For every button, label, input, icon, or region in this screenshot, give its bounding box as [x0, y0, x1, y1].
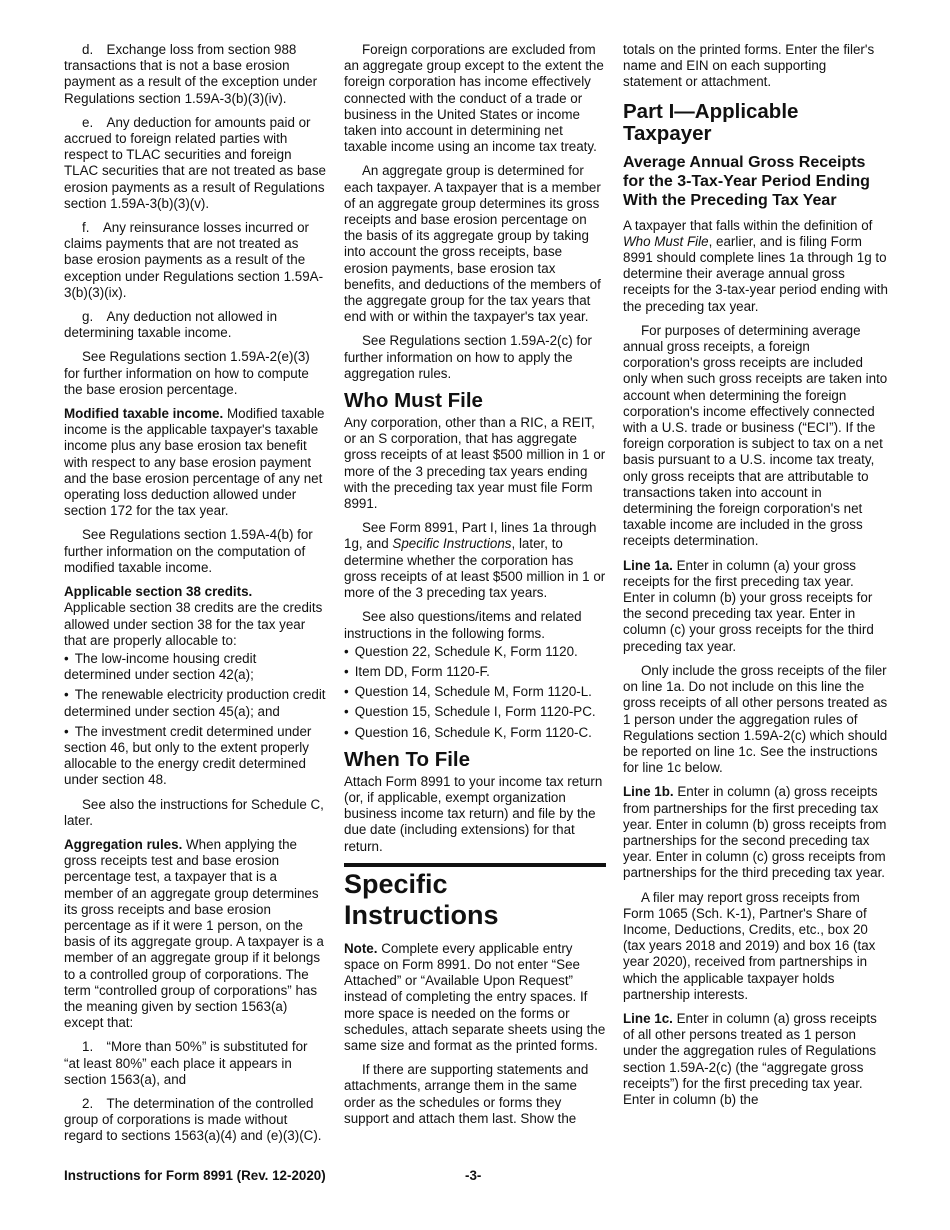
definition-section-38-credits: Applicable section 38 credits are the credits allowed under section 38 for the tax year that are properly allocable to:: [64, 600, 323, 648]
paragraph-item-e: e. Any deduction for amounts paid or accrued to foreign related parties with respect to TLAC securities and foreign TLAC securities that are not treated as base erosion payments as a result of Regulations section 1.59A-3(b)(3)(v).: [64, 114, 327, 211]
paragraph-form-1065: A filer may report gross receipts from Form 1065 (Sch. K-1), Partner's Share of Income, Deductions, Credits, etc., box 20 (tax years 2018 and 2019) and box 16 (tax year 2020), received from partnerships in which the applicable taxpayer holds partnership interests.: [623, 889, 876, 1002]
link-who-must-file: Who Must File: [623, 233, 709, 249]
paragraph-related-forms: See also questions/items and related instructions in the following forms.: [344, 609, 582, 641]
paragraph-item-d: d. Exchange loss from section 988 transactions that is not a base erosion payment as a result of the exception under Regulations section 1.59A-3(b)(3)(iv).: [64, 42, 318, 106]
text-line-1a: Enter in column (a) your gross receipts for the first preceding tax year. Enter in column (b) your gross receipts for the second preceding tax year. Enter in column (c) your gross receipts for the third preceding tax year.: [623, 557, 874, 654]
section-divider: [344, 863, 606, 867]
paragraph-line-1b: [623, 784, 888, 881]
term-section-38-credits: Applicable section 38 credits.: [64, 584, 253, 600]
paragraph-rule-2: 2. The determination of the controlled group of corporations is made without regard to sections 1563(a)(4) and (e)(3)(C).: [64, 1095, 322, 1144]
paragraph-only-include: Only include the gross receipts of the filer on line 1a. Do not include on this line the gross receipts of all other persons treated as 1 person under the aggregation rules of Regulations section 1.59A-2(c) which should be reported on line 1c. See the instructions for line 1c below.: [623, 662, 888, 776]
list-item: • Item DD, Form 1120-F.: [344, 664, 606, 680]
text-segment: , earlier, and is filing Form 8991 should complete lines 1a through 1g to determine their average annual gross receipts for the 3-tax-year period ending with the preceding tax year.: [623, 233, 888, 314]
paragraph-supporting-statements: If there are supporting statements and attachments, arrange them in the same order as the schedules or forms they support and attach them last. Show the: [344, 1062, 589, 1126]
paragraph-who-must-file: Any corporation, other than a RIC, a REIT, or an S corporation, that has aggregate gross receipts of at least $500 million in 1 or more of the 3 preceding tax years ending with the preceding tax year must file Form 8991.: [344, 415, 606, 512]
list-item: • Question 16, Schedule K, Form 1120-C.: [344, 725, 606, 741]
text-segment: See Form 8991, Part I, lines 1a through 1g, and: [344, 520, 597, 552]
paragraph-see-form-8991: [344, 520, 606, 601]
paragraph-item-g: g. Any deduction not allowed in determining taxable income.: [64, 309, 278, 341]
paragraph-aggregation-rules: [64, 837, 326, 1031]
term-modified-taxable-income: Modified taxable income.: [64, 406, 224, 422]
paragraph-rule-1: 1. “More than 50%” is substituted for “at least 80%” each place it appears in section 1563(a), and: [64, 1039, 308, 1087]
paragraph-see-regulations-mti: See Regulations section 1.59A-4(b) for further information on the computation of modified taxable income.: [64, 527, 313, 575]
list-item: • Question 15, Schedule I, Form 1120-PC.: [344, 704, 606, 720]
heading-part-1: Part I—Applicable Taxpayer: [623, 99, 799, 145]
paragraph-item-f: f. Any reinsurance losses incurred or claims payments that are not treated as base erosion payments as a result of the exception under Regulations section 1.59A-3(b)(3)(ix).: [64, 220, 324, 300]
term-line-1b: Line 1b.: [623, 784, 674, 800]
list-item: • Question 14, Schedule M, Form 1120-L.: [344, 684, 606, 700]
paragraph-see-regulations-base-erosion: See Regulations section 1.59A-2(e)(3) for further information on how to compute the base erosion percentage.: [64, 349, 310, 397]
paragraph-section-38-credits: [64, 584, 326, 649]
paragraph-when-to-file: Attach Form 8991 to your income tax return (or, if applicable, exempt organization business income tax return) and file by the due date (including extensions) for that return.: [344, 773, 603, 854]
text-line-1c: Enter in column (a) gross receipts of all other persons treated as 1 person under the aggregation rules of Regulations section 1.59A-2(c) (the “aggregate gross receipts”) for the first preceding tax year. Enter in column (b) the: [623, 1010, 877, 1107]
term-line-1a: Line 1a.: [623, 557, 673, 573]
paragraph-line-1a: [623, 558, 888, 655]
note-text: Complete every applicable entry space on Form 8991. Do not enter “See Attached” or “Available Upon Request” instead of completing the entry spaces. If more space is needed on the forms or schedules, attach separate sheets using the same size and format as the printed forms.: [344, 940, 606, 1053]
paragraph-continued: totals on the printed forms. Enter the filer's name and EIN on each supporting statement or attachment.: [623, 42, 875, 90]
column-3: [623, 42, 888, 1116]
footer-page-number: -3-: [465, 1168, 482, 1183]
paragraph-foreign-gross-receipts: For purposes of determining average annual gross receipts, a foreign corporation's gross receipts are included only when such gross receipts are taken into account when determining the foreign corporation's income effectively connected with a U.S. trade or business (“ECI”). If the foreign corporation is subject to tax on a net basis pursuant to a U.S. income tax treaty, only gross receipts that are attributable to transactions taken into account in determining the foreign corporation's net taxable income are included in the gross receipts determination.: [623, 322, 888, 549]
heading-when-to-file: When To File: [344, 747, 471, 771]
list-item: • Question 22, Schedule K, Form 1120.: [344, 644, 606, 660]
paragraph-note: [344, 941, 606, 1054]
paragraph-line-1c: [623, 1011, 888, 1108]
paragraph-foreign-corporations: Foreign corporations are excluded from an aggregate group except to the extent the foreign corporation has income effectively connected with the conduct of a trade or business in the United States or income taken into account in determining net taxable income using an income tax treaty.: [344, 42, 604, 155]
forms-list: [344, 644, 606, 741]
credits-list: [64, 651, 326, 789]
definition-modified-taxable-income: Modified taxable income is the applicable taxpayer's taxable income plus any base erosion tax benefit with respect to any base erosion payment and the base erosion percentage of any net operating loss deduction allowed under section 172 for the tax year.: [64, 406, 325, 519]
column-2: [344, 42, 606, 1135]
definition-aggregation-rules: When applying the gross receipts test and base erosion percentage test, a taxpayer that is a member of an aggregate group determines its gross receipts and base erosion percentage as if it were 1 person, on the basis of its aggregate group. A taxpayer is a member of an aggregate group if it belongs to a controlled group of corporations. The term “controlled group of corporations” has the meaning given by section 1563(a) except that:: [64, 836, 324, 1031]
paragraph-modified-taxable-income: [64, 406, 326, 519]
term-line-1c: Line 1c.: [623, 1010, 673, 1026]
paragraph-see-schedule-c: See also the instructions for Schedule C, later.: [64, 796, 324, 828]
link-specific-instructions: Specific Instructions: [392, 536, 512, 552]
note-label: Note.: [344, 940, 378, 956]
heading-specific-instructions: Specific Instructions: [344, 868, 499, 930]
list-item: • The investment credit determined under section 46, but only to the extent properly allocable to the energy credit determined under section 48.: [64, 724, 326, 789]
text-line-1b: Enter in column (a) gross receipts from partnerships for the first preceding tax year. Enter in column (b) gross receipts from partnerships for the second preceding tax year. Enter in column (c) gross receipts from partnerships for the third preceding tax year.: [623, 784, 887, 881]
heading-who-must-file: Who Must File: [344, 389, 483, 413]
text-segment: , later, to determine whether the corporation has gross receipts of at least $500 million in 1 or more of the 3 preceding tax years.: [344, 536, 606, 601]
footer-form-title: Instructions for Form 8991 (Rev. 12-2020): [64, 1168, 326, 1183]
text-segment: A taxpayer that falls within the definition of: [623, 217, 873, 233]
paragraph-see-regulations-aggregation: See Regulations section 1.59A-2(c) for further information on how to apply the aggregation rules.: [344, 333, 592, 381]
paragraph-who-must-file-reference: [623, 218, 888, 315]
list-item: • The renewable electricity production credit determined under section 45(a); and: [64, 687, 326, 719]
column-1: [64, 42, 326, 1153]
heading-average-annual-gross-receipts: Average Annual Gross Receipts for the 3-Tax-Year Period Ending With the Preceding Tax Year: [623, 153, 870, 209]
list-item: • The low-income housing credit determined under section 42(a);: [64, 651, 326, 683]
paragraph-aggregate-group: An aggregate group is determined for each taxpayer. A taxpayer that is a member of an aggregate group determines its gross receipts and base erosion percentage on the basis of its aggregate group by taking into account the gross receipts, base erosion payments, base erosion tax benefits, and deductions of the members of the aggregate group for the tax years that end with or within the taxpayer's tax year.: [344, 163, 601, 325]
term-aggregation-rules: Aggregation rules.: [64, 836, 183, 852]
